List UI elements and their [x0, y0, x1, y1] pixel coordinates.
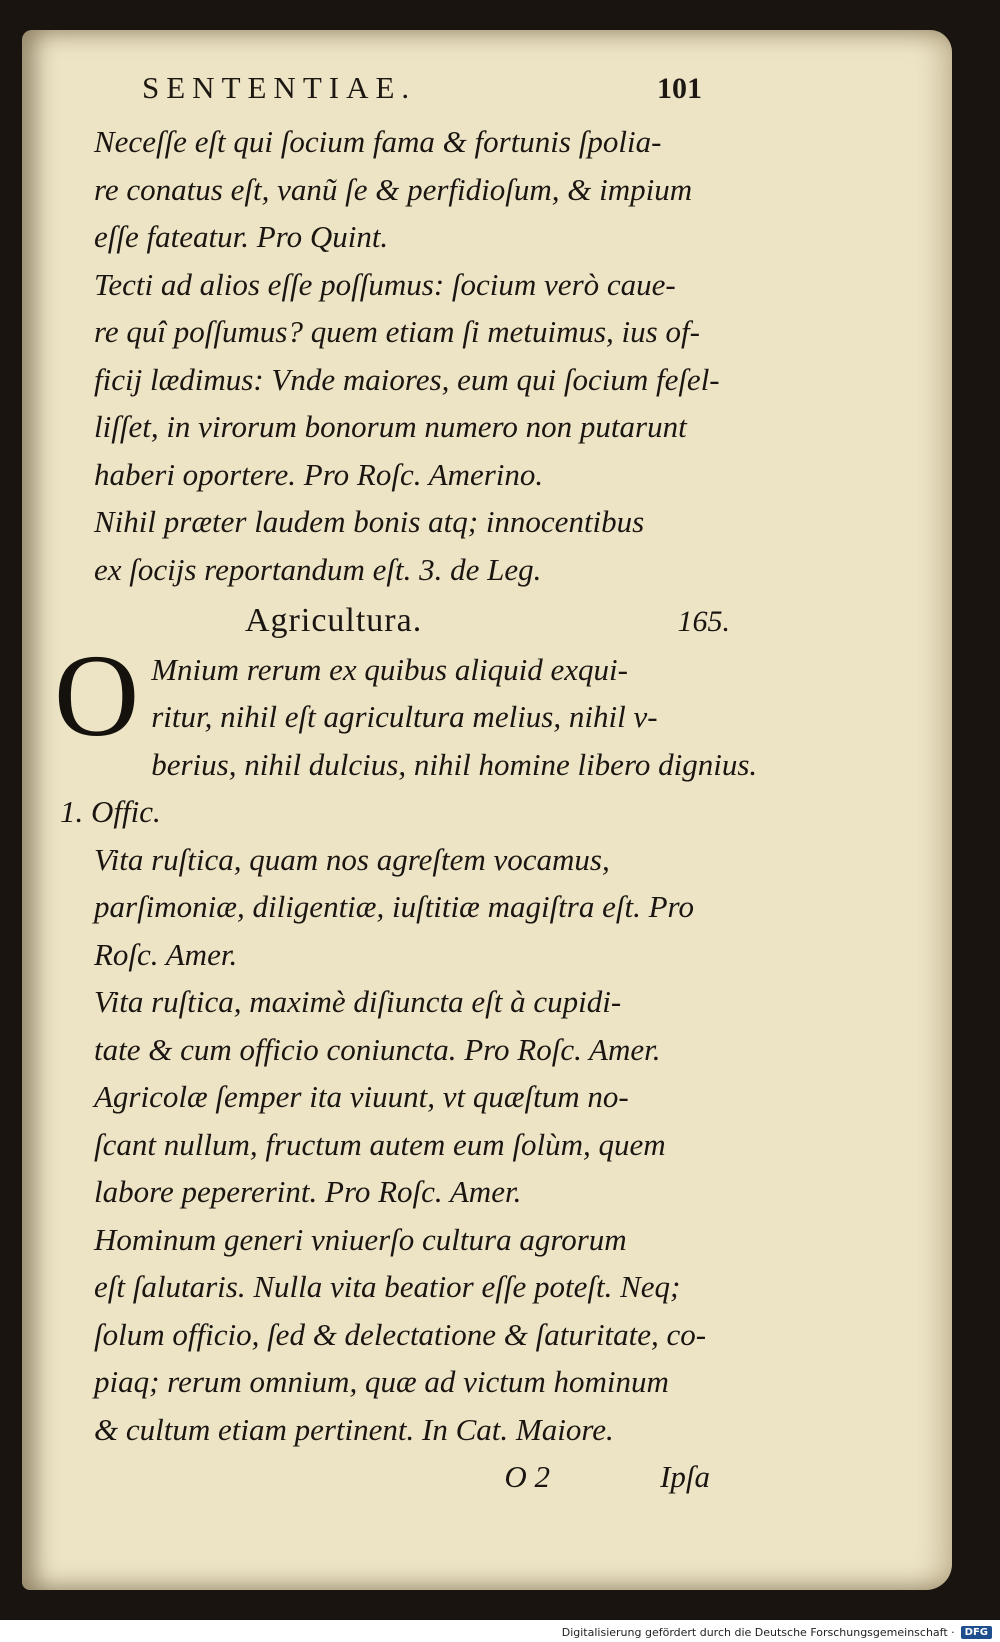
paragraph: [60, 498, 740, 593]
initial-paragraph: [54, 629, 758, 836]
running-title: SENTENTIAE.: [142, 70, 417, 105]
dfg-logo: DFG: [961, 1626, 992, 1639]
running-head: [142, 70, 702, 106]
text-line: berius, nihil dulcius, nihil homine libero dignius.: [151, 746, 758, 782]
text-line: ex ſocijs reportandum eſt. 3. de Leg.: [94, 551, 542, 587]
paragraph: [60, 1073, 740, 1216]
paragraphs-after: [60, 836, 740, 1454]
text-line: re conatus eſt, vanũ ſe & perfidioſum, & impium: [94, 171, 693, 207]
text-line: piaq; rerum omnium, quæ ad victum hominum: [94, 1364, 669, 1399]
text-line: Neceſſe eſt qui ſocium fama & fortunis ſpolia-: [94, 124, 662, 159]
text-line: Roſc. Amer.: [94, 936, 238, 972]
text-line: & cultum etiam pertinent. In Cat. Maiore.: [94, 1411, 614, 1447]
text-line: Agricolæ ſemper ita viuunt, vt quæſtum no-: [94, 1079, 629, 1114]
signature-mark: O 2: [504, 1459, 551, 1494]
section-title: Agricultura.: [245, 602, 423, 639]
text-line: re quî poſſumus? quem etiam ſi metuimus, ius of-: [94, 314, 700, 349]
paragraph: [60, 1216, 740, 1454]
text-line: Vita ruſtica, quam nos agreſtem vocamus,: [94, 841, 610, 877]
text-line: eſt ſalutaris. Nulla vita beatior eſſe poteſt. Neq;: [94, 1269, 681, 1304]
text-line: tate & cum officio coniuncta. Pro Roſc. Amer.: [94, 1031, 661, 1067]
section-heading: [60, 597, 740, 646]
text-line: Hominum generi vniuerſo cultura agrorum: [94, 1221, 627, 1257]
text-line: ficij lædimus: Vnde maiores, eum qui ſocium feſel-: [94, 361, 720, 397]
paragraph: [60, 261, 740, 499]
page-number: 101: [657, 72, 702, 105]
paragraph: [60, 118, 740, 261]
text-line: ritur, nihil eſt agricultura melius, nihil v-: [151, 699, 658, 734]
text-line: Tecti ad alios eſſe poſſumus: ſocium verò caue-: [94, 266, 676, 302]
footer-credit: Digitalisierung gefördert durch die Deutsche Forschungsgemeinschaft ·: [561, 1625, 955, 1639]
text-block: [54, 118, 758, 1501]
paragraph: [60, 978, 740, 1073]
drop-cap: O: [54, 629, 140, 761]
text-line: 1. Offic.: [60, 794, 161, 829]
text-line: haberi oportere. Pro Roſc. Amerino.: [94, 456, 544, 492]
text-line: Nihil præter laudem bonis atq; innocentibus: [94, 504, 645, 539]
initial-paragraph-lines: [60, 646, 758, 836]
text-line: ſolum officio, ſed & delectatione & ſaturitate, co-: [94, 1316, 707, 1352]
text-line: liſſet, in virorum bonorum numero non putarunt: [94, 409, 687, 444]
text-line: eſſe fateatur. Pro Quint.: [94, 219, 389, 254]
catchline: [60, 1453, 740, 1501]
paragraph: [60, 836, 740, 979]
text-line: parſimoniæ, diligentiæ, iuſtitiæ magiſtra eſt. Pro: [94, 889, 694, 924]
section-number: 165.: [677, 605, 730, 638]
text-line: labore pepererint. Pro Roſc. Amer.: [94, 1174, 522, 1209]
paragraphs-before: [60, 118, 740, 593]
text-line: Vita ruſtica, maximè diſiuncta eſt à cupidi-: [94, 984, 622, 1019]
book-page: [22, 30, 952, 1590]
catchword: Ipſa: [660, 1459, 710, 1494]
text-line: ſcant nullum, fructum autem eum ſolùm, quem: [94, 1126, 666, 1162]
footer-bar: [0, 1622, 1000, 1642]
text-line: Mnium rerum ex quibus aliquid exqui-: [151, 651, 628, 687]
